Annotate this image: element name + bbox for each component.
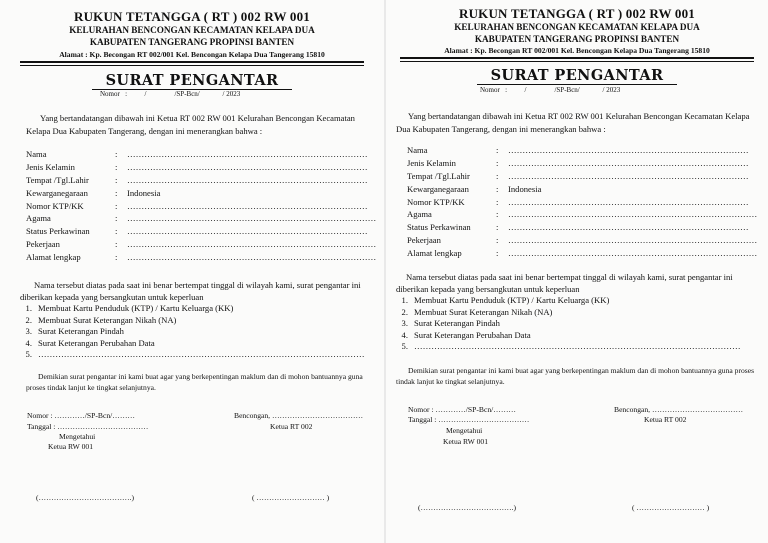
intro-paragraph: Yang bertandatangan dibawah ini Ketua RT 002 RW 001 Kelurahan Bencongan Kecamatan Kelapa Dua Kabupaten Tangerang, dengan ini menerangkan bahwa : (396, 111, 750, 134)
signature-rw-name: (……………………………….) (36, 493, 135, 502)
purpose-item (20, 326, 365, 338)
field-agama (407, 208, 757, 221)
field-value: ………………………………………………………………………… (127, 161, 368, 172)
field-value: ………………………………………………………………………… (127, 174, 368, 185)
field-colon: : (115, 213, 118, 224)
purpose-item (396, 295, 741, 307)
field-label: Nomor KTP/KK (26, 200, 84, 211)
document-title-text: SURAT PENGANTAR (477, 67, 678, 85)
field-colon: : (115, 161, 118, 172)
letterhead-kelurahan: KELURAHAN BENCONGAN KECAMATAN KELAPA DUA (69, 25, 315, 35)
field-status-perkawinan (26, 225, 376, 238)
field-colon: : (115, 149, 118, 159)
purpose-item (396, 341, 741, 353)
purpose-item (396, 318, 741, 330)
identity-fields (407, 144, 757, 260)
field-value: …………………………………………………………………………… (508, 248, 758, 259)
field-label: Kewarganegaraan (407, 183, 469, 194)
signature-tanggal: Tanggal : ……………………………… (27, 422, 149, 431)
field-value: Indonesia (508, 183, 542, 194)
field-label: Agama (407, 209, 432, 220)
field-value: ………………………………………………………………………… (508, 196, 749, 207)
signature-rt-name: ( ……………………… ) (252, 493, 330, 502)
field-label: Agama (26, 213, 51, 224)
purpose-item (20, 315, 365, 327)
field-colon: : (496, 170, 499, 181)
signature-mengetahui: Mengetahui (59, 432, 96, 441)
field-value: …………………………………………………………………………… (127, 239, 377, 250)
field-jenis-kelamin (26, 161, 376, 174)
purpose-number: 4. (25, 337, 32, 348)
purpose-list (20, 303, 365, 361)
field-colon: : (115, 200, 118, 211)
signature-ketua-rt: Ketua RT 002 (270, 422, 313, 431)
letter-number: Nomor : / /SP-Bcn/ / 2023 (100, 90, 241, 98)
field-value: …………………………………………………………………………… (127, 213, 377, 224)
statement-paragraph: Nama tersebut diatas pada saat ini benar bertempat tinggal di wilayah kami, surat pengantar ini diberikan kepada yang bersangkutan untuk keperluan (20, 280, 361, 302)
field-colon: : (115, 226, 118, 237)
field-colon: : (496, 222, 499, 233)
signature-mengetahui: Mengetahui (446, 426, 483, 435)
letterhead-address: Alamat : Kp. Becongan RT 002/001 Kel. Bencongan Kelapa Dua Tangerang 15810 (59, 50, 325, 59)
field-jenis-kelamin (407, 157, 757, 170)
field-colon: : (115, 187, 118, 198)
closing-paragraph: Demikian surat pengantar ini kami buat agar yang berkepentingan maklum dan di mohon bantuannya guna proses tindak lanjut ke tingkat selanjutnya. (26, 372, 363, 392)
field-value: …………………………………………………………………………… (508, 209, 758, 220)
field-colon: : (115, 239, 118, 250)
field-label: Nomor KTP/KK (407, 196, 465, 207)
purpose-text: …………………………………………………………………………………………………… (38, 349, 365, 360)
signature-ketua-rt: Ketua RT 002 (644, 415, 687, 424)
signature-place-date: Bencongan, ……………………………… (234, 411, 364, 420)
letter-number: Nomor : / /SP-Bcn/ / 2023 (480, 86, 621, 94)
field-value: ………………………………………………………………………… (508, 145, 749, 155)
purpose-item (20, 338, 365, 350)
purpose-item (20, 303, 365, 315)
field-colon: : (496, 235, 499, 246)
letterhead-rule-thin (400, 61, 754, 62)
closing-paragraph: Demikian surat pengantar ini kami buat agar yang berkepentingan maklum dan di mohon bantuannya guna proses tindak lanjut ke tingkat selanjutnya. (396, 366, 755, 386)
document-title-text: SURAT PENGANTAR (92, 72, 293, 90)
signature-ketua-rw: Ketua RW 001 (443, 437, 488, 446)
letterhead-kabupaten: KABUPATEN TANGERANG PROPINSI BANTEN (474, 34, 680, 44)
purpose-text: Membuat Kartu Penduduk (KTP) / Kartu Keluarga (KK) (414, 295, 610, 305)
field-label: Alamat lengkap (407, 248, 462, 259)
purpose-list (396, 295, 741, 353)
purpose-number: 3. (25, 326, 32, 337)
field-label: Nama (407, 145, 428, 155)
field-colon: : (496, 209, 499, 220)
field-kewarganegaraan (26, 187, 376, 200)
field-colon: : (115, 252, 118, 263)
field-label: Status Perkawinan (26, 226, 90, 237)
field-kewarganegaraan (407, 183, 757, 196)
signature-place-date: Bencongan, ……………………………… (614, 405, 744, 414)
purpose-number: 1. (25, 303, 32, 313)
field-pekerjaan (26, 238, 376, 251)
letter-page-right (386, 0, 768, 543)
field-colon: : (496, 157, 499, 168)
field-value: ………………………………………………………………………… (508, 170, 749, 181)
field-tempat-tgl-lahir (26, 174, 376, 187)
purpose-number: 5. (25, 349, 32, 360)
purpose-text: Surat Keterangan Pindah (38, 326, 124, 337)
signature-nomor: Nomor : …………/SP-Bcn/……… (408, 405, 517, 414)
document-title (0, 72, 384, 89)
field-alamat-lengkap (407, 247, 757, 260)
field-colon: : (496, 248, 499, 259)
field-value: ………………………………………………………………………… (508, 157, 749, 168)
signature-nomor: Nomor : …………/SP-Bcn/……… (27, 411, 136, 420)
field-label: Kewarganegaraan (26, 187, 88, 198)
field-value: ………………………………………………………………………… (127, 226, 368, 237)
field-colon: : (496, 183, 499, 194)
field-label: Pekerjaan (407, 235, 441, 246)
purpose-item (20, 349, 365, 361)
purpose-text: Surat Keterangan Perubahan Data (38, 337, 155, 348)
field-label: Tempat /Tgl.Lahir (407, 170, 470, 181)
field-agama (26, 212, 376, 225)
purpose-item (396, 330, 741, 342)
purpose-item (396, 307, 741, 319)
letterhead-kabupaten: KABUPATEN TANGERANG PROPINSI BANTEN (89, 37, 295, 47)
letterhead-rule-thick (20, 61, 364, 63)
field-value: ………………………………………………………………………… (508, 222, 749, 233)
field-value: …………………………………………………………………………… (508, 235, 758, 246)
purpose-text: Membuat Surat Keterangan Nikah (NA) (414, 306, 553, 317)
field-alamat-lengkap (26, 251, 376, 264)
purpose-number: 3. (401, 318, 408, 329)
signature-rt-name: ( ……………………… ) (632, 503, 710, 512)
signature-tanggal: Tanggal : ……………………………… (408, 415, 530, 424)
field-label: Status Perkawinan (407, 222, 471, 233)
signature-ketua-rw: Ketua RW 001 (48, 442, 93, 451)
purpose-number: 4. (401, 329, 408, 340)
field-colon: : (115, 174, 118, 185)
field-nomor-ktp-kk (26, 200, 376, 213)
document-title (386, 67, 768, 84)
purpose-number: 5. (401, 341, 408, 352)
letterhead-kelurahan: KELURAHAN BENCONGAN KECAMATAN KELAPA DUA (454, 22, 700, 32)
purpose-text: Surat Keterangan Pindah (414, 318, 500, 329)
field-value: …………………………………………………………………………… (127, 252, 377, 263)
field-colon: : (496, 145, 499, 155)
field-label: Jenis Kelamin (407, 157, 456, 168)
purpose-number: 2. (401, 306, 408, 317)
field-value: ………………………………………………………………………… (127, 149, 368, 159)
field-pekerjaan (407, 234, 757, 247)
purpose-text: Membuat Kartu Penduduk (KTP) / Kartu Keluarga (KK) (38, 303, 234, 313)
field-tempat-tgl-lahir (407, 170, 757, 183)
field-nama (26, 148, 376, 161)
purpose-text: …………………………………………………………………………………………………… (414, 341, 741, 352)
field-label: Alamat lengkap (26, 252, 81, 263)
field-colon: : (496, 196, 499, 207)
field-label: Tempat /Tgl.Lahir (26, 174, 89, 185)
letterhead-title: RUKUN TETANGGA ( RT ) 002 RW 001 (73, 9, 311, 24)
letterhead-address: Alamat : Kp. Becongan RT 002/001 Kel. Bencongan Kelapa Dua Tangerang 15810 (444, 46, 710, 55)
signature-rw-name: (……………………………….) (418, 503, 517, 512)
letterhead-rule-thin (20, 65, 364, 66)
field-status-perkawinan (407, 221, 757, 234)
purpose-text: Surat Keterangan Perubahan Data (414, 329, 531, 340)
letterhead-title: RUKUN TETANGGA ( RT ) 002 RW 001 (458, 6, 696, 21)
field-label: Pekerjaan (26, 239, 60, 250)
intro-paragraph: Yang bertandatangan dibawah ini Ketua RT 002 RW 001 Kelurahan Bencongan Kecamatan Kelapa Dua Kabupaten Tangerang, dengan ini menerangkan bahwa : (26, 113, 355, 136)
statement-paragraph: Nama tersebut diatas pada saat ini benar bertempat tinggal di wilayah kami, surat pengantar ini diberikan kepada yang bersangkutan untuk keperluan (396, 272, 733, 294)
field-label: Nama (26, 149, 47, 159)
identity-fields (26, 148, 376, 264)
purpose-number: 2. (25, 314, 32, 325)
field-nama (407, 144, 757, 157)
field-value: Indonesia (127, 187, 161, 198)
field-value: ………………………………………………………………………… (127, 200, 368, 211)
field-label: Jenis Kelamin (26, 161, 75, 172)
purpose-number: 1. (401, 295, 408, 305)
letterhead-rule-thick (400, 57, 754, 59)
purpose-text: Membuat Surat Keterangan Nikah (NA) (38, 314, 177, 325)
field-nomor-ktp-kk (407, 196, 757, 209)
